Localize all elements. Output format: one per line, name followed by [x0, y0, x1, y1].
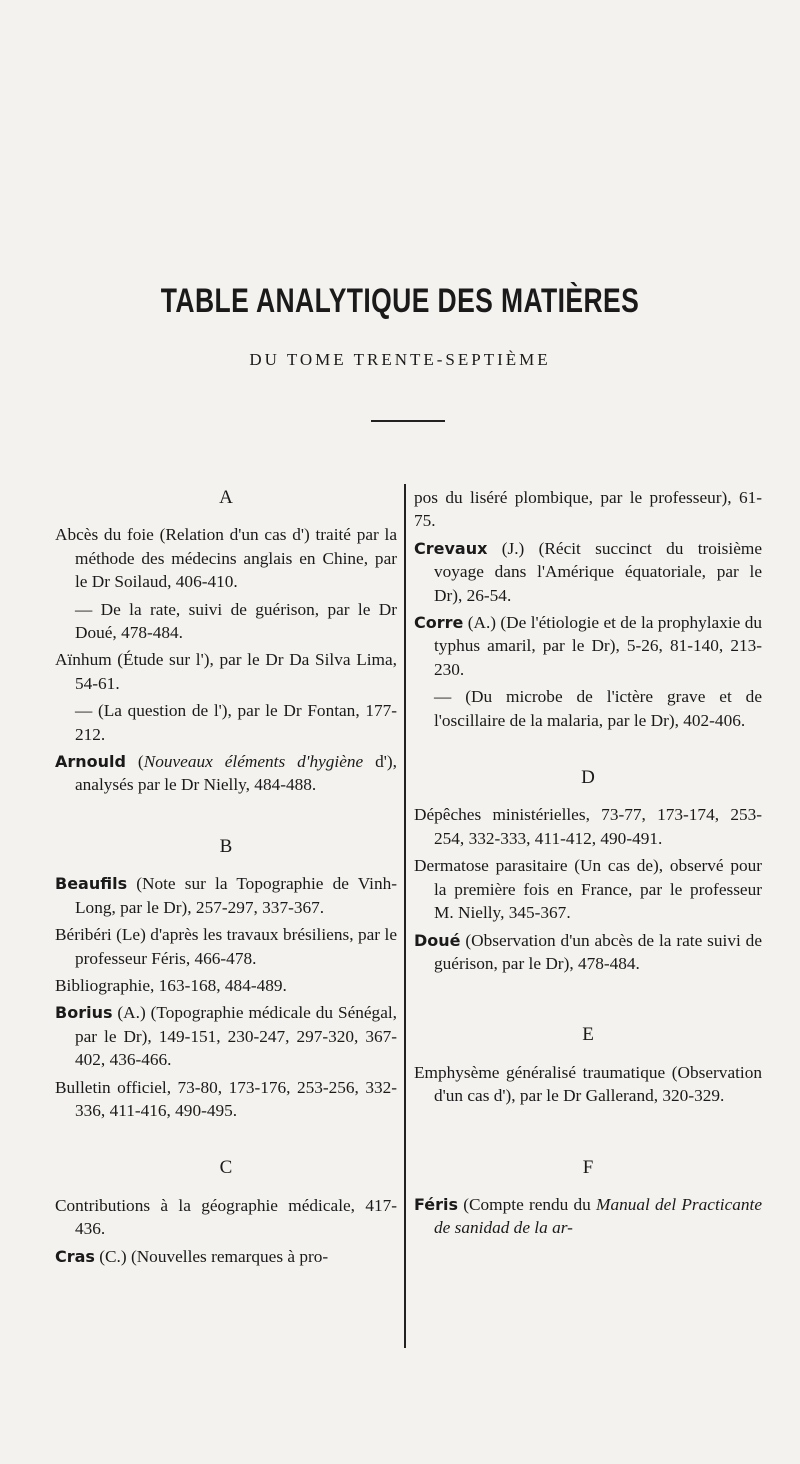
- index-entry: Aïnhum (Étude sur l'), par le Dr Da Silva Lima, 54-61.: [55, 650, 397, 693]
- entry-author: Beaufils: [55, 874, 128, 894]
- index-entry: Dépêches ministérielles, 73-77, 173-174, 253-254, 332-333, 411-412, 490-491.: [414, 805, 762, 848]
- index-entry: Doué (Observation d'un abcès de la rate suivi de guérison, par le Dr), 478-484.: [414, 930, 762, 973]
- entry-author: Féris: [414, 1194, 459, 1214]
- index-entry: — (Du microbe de l'ictère grave et de l'oscillaire de la malaria, par le Dr), 402-406.: [434, 687, 762, 730]
- title-rule: [371, 420, 445, 422]
- index-entry: Féris (Compte rendu du Manual del Practicante de sanidad de la ar-: [414, 1194, 762, 1238]
- index-entry: Cras (C.) (Nouvelles remarques à pro-: [55, 1246, 329, 1266]
- entry-author: Crevaux: [414, 538, 488, 558]
- page-subtitle: DU TOME TRENTE-SEPTIÈME: [249, 350, 551, 369]
- right-column: [414, 486, 762, 1244]
- section-letter-e: E: [582, 1024, 594, 1046]
- entry-author: Corre: [414, 613, 464, 633]
- index-entry: Emphysème généralisé traumatique (Observation d'un cas d'), par le Dr Gallerand, 320-329.: [414, 1062, 762, 1106]
- section-letter-f: F: [582, 1156, 594, 1178]
- entry-book-title: Manual del Practicante de sanidad de la ar-: [434, 1194, 762, 1238]
- page-title: TABLE ANALYTIQUE DES MATIÈRES: [160, 282, 640, 320]
- index-entry: pos du liséré plombique, par le professeur), 61-75.: [414, 488, 762, 531]
- section-letter-b: B: [219, 835, 233, 857]
- entry-author: Cras: [55, 1246, 95, 1266]
- index-entry: Borius (A.) (Topographie médicale du Sénégal, par le Dr), 149-151, 230-247, 297-320, 367-402, 436-466.: [55, 1003, 397, 1070]
- index-entry: Dermatose parasitaire (Un cas de), observé pour la première fois en France, par le professeur M. Nielly, 345-367.: [414, 856, 762, 923]
- index-entry: Béribéri (Le) d'après les travaux brésiliens, par le professeur Féris, 466-478.: [55, 925, 397, 968]
- entry-author: Doué: [414, 930, 461, 950]
- index-entry: — De la rate, suivi de guérison, par le Dr Doué, 478-484.: [75, 599, 397, 643]
- section-letter-d: D: [581, 767, 595, 789]
- entry-book-title: Nouveaux éléments d'hygiène: [143, 752, 364, 772]
- index-entry: Contributions à la géographie médicale, 417-436.: [55, 1195, 397, 1239]
- entry-author: Arnould: [55, 752, 126, 772]
- index-entry: Arnould (Nouveaux éléments d'hygiène d'), analysés par le Dr Nielly, 484-488.: [55, 752, 397, 795]
- index-entry: Beaufils (Note sur la Topographie de Vinh-Long, par le Dr), 257-297, 337-367.: [55, 874, 397, 917]
- index-entry: Crevaux (J.) (Récit succinct du troisième voyage dans l'Amérique équatoriale, par le Dr), 26-54.: [414, 538, 762, 605]
- left-column: [55, 486, 397, 1272]
- index-entry: Bibliographie, 163-168, 484-489.: [55, 975, 287, 995]
- section-letter-a: A: [219, 487, 233, 508]
- section-letter-c: C: [219, 1157, 233, 1179]
- entry-author: Borius: [55, 1003, 113, 1023]
- index-entry: Abcès du foie (Relation d'un cas d') traité par la méthode des médecins anglais en Chine, par le Dr Soilaud, 406-410.: [55, 525, 397, 592]
- column-divider: [404, 484, 406, 1348]
- index-entry: Corre (A.) (De l'étiologie et de la prophylaxie du typhus amaril, par le Dr), 5-26, 81-140, 213-230.: [414, 613, 762, 679]
- index-entry: — (La question de l'), par le Dr Fontan, 177-212.: [75, 701, 397, 744]
- index-entry: Bulletin officiel, 73-80, 173-176, 253-256, 332-336, 411-416, 490-495.: [55, 1077, 397, 1120]
